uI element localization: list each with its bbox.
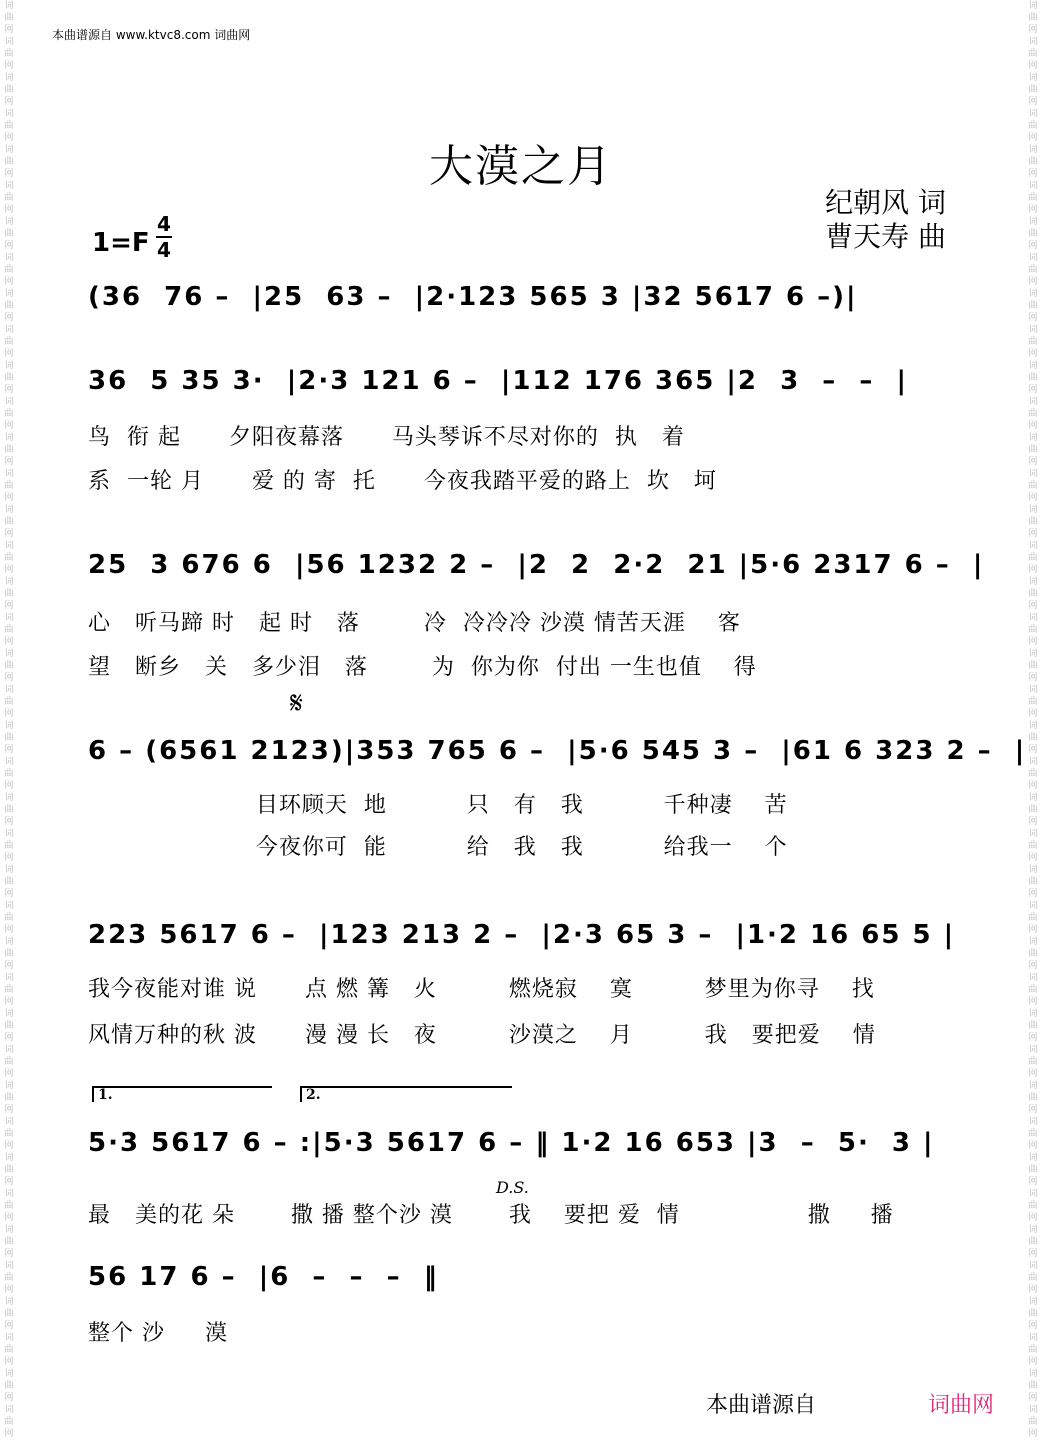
song-title: 大漠之月 [429,141,613,192]
stave-notes: (36 76 – |25 63 – |2·123 565 3 |32 5617 6 –)| [88,282,858,312]
lyric-line-1: 整个 沙 漠 [88,1321,228,1346]
lyricist: 纪朝风 词 [825,186,946,219]
lyric-line-1: 最 美的花 朵 撒 播 整个沙 漠 我 要把 爱 情 撒 播 [88,1203,894,1228]
left-watermark-strip: 词 曲 网 词 曲 网 词 曲 网 词 曲 网 词 曲 网 词 曲 网 词 曲 网 词 曲 网 词 曲 网 词 曲 网 词 曲 网 词 曲 网 词 曲 网 词 曲 网 词 曲 网 词 曲 网 词 曲 网 词 曲 网 词 曲 网 词 曲 网 词 曲 网 词 曲 网 词 曲 网 词 曲 网 词 曲 网 词 曲 网 词 曲 网 词 曲 网 词 曲 网 词 曲 网 词 曲 网 词 曲 网 词 曲 网 词 曲 网 词 曲 网 词 曲 网 词 曲 网 词 曲 网 词 曲 网 词 曲 网 [4,1,14,1439]
lyric-line-2: 今夜你可 能 给 我 我 给我一 个 [88,835,788,860]
stave-notes: 5·3 5617 6 – :|5·3 5617 6 – ‖ 1·2 16 653 |3 – 5· 3 | [88,1128,935,1158]
stave-notes: 56 17 6 – |6 – – – ‖ [88,1262,439,1292]
lyric-line-2: 系 一轮 月 爱 的 寄 托 今夜我踏平爱的路上 坎 坷 [88,469,717,494]
footer-site-link[interactable]: 词曲网 [928,1393,995,1418]
lyric-line-1: 鸟 衔 起 夕阳夜幕落 马头琴诉不尽对你的 执 着 [88,425,685,450]
stave-notes: 25 3 676 6 |56 1232 2 – |2 2 2·2 21 |5·6 2317 6 – | [88,550,985,580]
meter-bottom: 4 [157,238,171,262]
segno-sign: 𝄋 [290,686,303,721]
stave-notes: 223 5617 6 – |123 213 2 – |2·3 65 3 – |1·2 16 65 5 | [88,920,956,950]
lyric-line-2: 风情万种的秋 波 漫 漫 长 夜 沙漠之 月 我 要把爱 情 [88,1023,876,1048]
composer: 曹天寿 曲 [825,220,946,253]
lyric-line-1: 我今夜能对谁 说 点 燃 篝 火 燃烧寂 寞 梦里为你寻 找 [88,977,875,1002]
volta-1: 1. [92,1086,272,1102]
stave-notes: 36 5 35 3· |2·3 121 6 – |112 176 365 |2 3 – – | [88,366,908,396]
credits [825,186,946,254]
lyric-line-1: 心 听马蹄 时 起 时 落 冷 冷冷冷 沙漠 情苦天涯 客 [88,611,741,636]
header-source-text: 本曲谱源自 www.ktvc8.com 词曲网 [52,28,251,42]
meter-top: 4 [157,212,171,236]
lyric-line-1: 目环顾天 地 只 有 我 千种凄 苦 [88,793,788,818]
time-signature [156,212,172,262]
stave-notes: 6 – (6561 2123)|353 765 6 – |5·6 545 3 – |61 6 323 2 – | [88,736,1027,766]
volta-2: 2. [300,1086,512,1102]
ds-mark: D.S. [496,1178,529,1197]
key-signature: 1=F [92,228,150,258]
right-watermark-strip: 词 曲 网 词 曲 网 词 曲 网 词 曲 网 词 曲 网 词 曲 网 词 曲 网 词 曲 网 词 曲 网 词 曲 网 词 曲 网 词 曲 网 词 曲 网 词 曲 网 词 曲 网 词 曲 网 词 曲 网 词 曲 网 词 曲 网 词 曲 网 词 曲 网 词 曲 网 词 曲 网 词 曲 网 词 曲 网 词 曲 网 词 曲 网 词 曲 网 词 曲 网 词 曲 网 词 曲 网 词 曲 网 词 曲 网 词 曲 网 词 曲 网 词 曲 网 词 曲 网 词 曲 网 词 曲 网 词 曲 网 [1028,1,1038,1439]
footer-source-text: 本曲谱源自 [706,1393,817,1418]
lyric-line-2: 望 断乡 关 多少泪 落 为 你为你 付出 一生也值 得 [88,655,757,680]
